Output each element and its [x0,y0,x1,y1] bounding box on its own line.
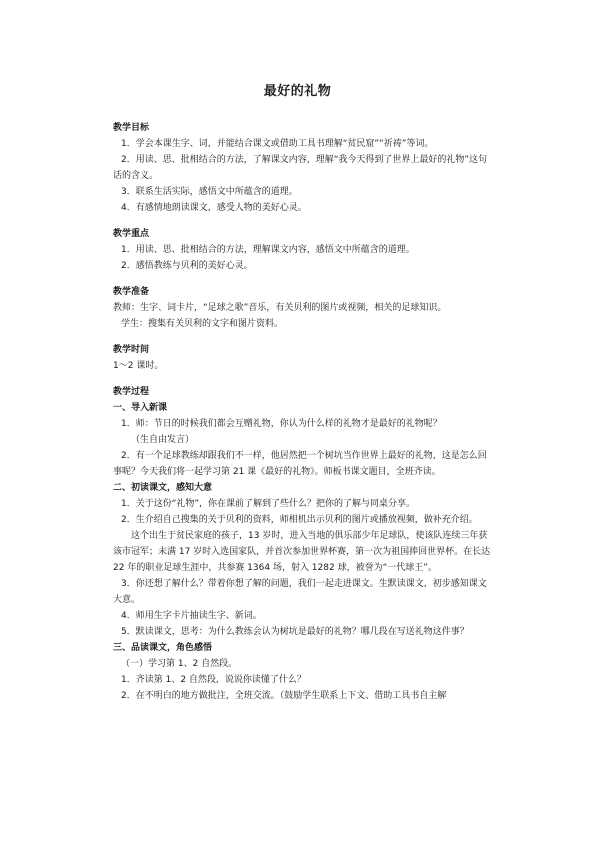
paragraph: 3．你还想了解什么？带着你想了解的问题，我们一起走进课文。生默读课文，初步感知课文大意。 [113,579,487,605]
section-heading: 教学准备 [113,287,150,297]
section-prep [113,284,493,332]
paragraph: 1．师：节日的时候我们都会互赠礼物，你认为什么样的礼物才是最好的礼物呢？ [121,419,442,429]
paragraph: 1．学会本课生字、词，并能结合课文或借助工具书理解“贫民窟”“祈祷”等词。 [121,139,434,149]
paragraph: 3．联系生活实际，感悟文中所蕴含的道理。 [121,187,298,197]
paragraph: （生自由发言） [131,435,195,445]
subsection-heading: 一、导入新课 [113,403,168,413]
paragraph: 教师：生字、词卡片，“足球之歌”音乐，有关贝利的图片或视频，相关的足球知识。 [113,303,447,313]
paragraph: 1～2 课时。 [113,361,164,371]
section-heading: 教学目标 [113,123,150,133]
paragraph: 这个出生于贫民家庭的孩子，13 岁时，进入当地的俱乐部少年足球队，使该队连续三年获该市冠军；未满 17 岁时入选国家队，并首次参加世界杯赛，第一次为祖国捧回世界杯。在长达 22 年的职业足球生涯中，共参赛 1364 场，射入 1282 球，被誉为“一代球王”。 [113,531,491,573]
paragraph: 1．用读、思、批相结合的方法，理解课文内容，感悟文中所蕴含的道理。 [121,245,415,255]
section-time [113,342,493,374]
paragraph: 2．感悟教练与贝利的美好心灵。 [121,261,253,271]
section-heading: 教学重点 [113,229,150,239]
section-heading: 教学过程 [113,387,150,397]
paragraph: 4．有感情地朗读课文，感受人物的美好心灵。 [121,203,307,213]
section-process [113,384,493,704]
document-body [113,120,493,714]
paragraph: 1．关于这份“礼物”，你在课前了解到了些什么？把你的了解与同桌分享。 [121,499,416,509]
subsection-heading: 三、品读课文，角色感悟 [113,643,213,653]
section-goals [113,120,493,216]
document-title: 最好的礼物 [263,84,332,99]
paragraph: （一）学习第 1、2 自然段。 [121,659,238,669]
paragraph: 2．生介绍自己搜集的关于贝利的资料，师相机出示贝利的图片或播放视频，做补充介绍。 [121,515,478,525]
paragraph: 4．师用生字卡片抽读生字、新词。 [121,611,262,621]
paragraph: 5．默读课文，思考：为什么教练会认为树坑是最好的礼物？哪几段在写送礼物这件事？ [121,627,469,637]
paragraph: 2．用读、思、批相结合的方法，了解课文内容，理解“我今天得到了世界上最好的礼物”这句话的含义。 [113,155,488,181]
paragraph: 学生：搜集有关贝利的文字和图片资料。 [121,319,284,329]
paragraph: 2．在不明白的地方做批注，全班交流。（鼓励学生联系上下文、借助工具书自主解 [121,691,447,701]
section-key [113,226,493,274]
subsection-heading: 二、初读课文，感知大意 [113,483,213,493]
paragraph: 2．有一个足球教练却跟我们不一样，他居然把一个树坑当作世界上最好的礼物，这是怎么回事呢？今天我们将一起学习第 21 课《最好的礼物》。师板书课文题目，全班齐读。 [113,451,487,477]
paragraph: 1．齐读第 1、2 自然段，说说你读懂了什么？ [121,675,306,685]
section-heading: 教学时间 [113,345,150,355]
